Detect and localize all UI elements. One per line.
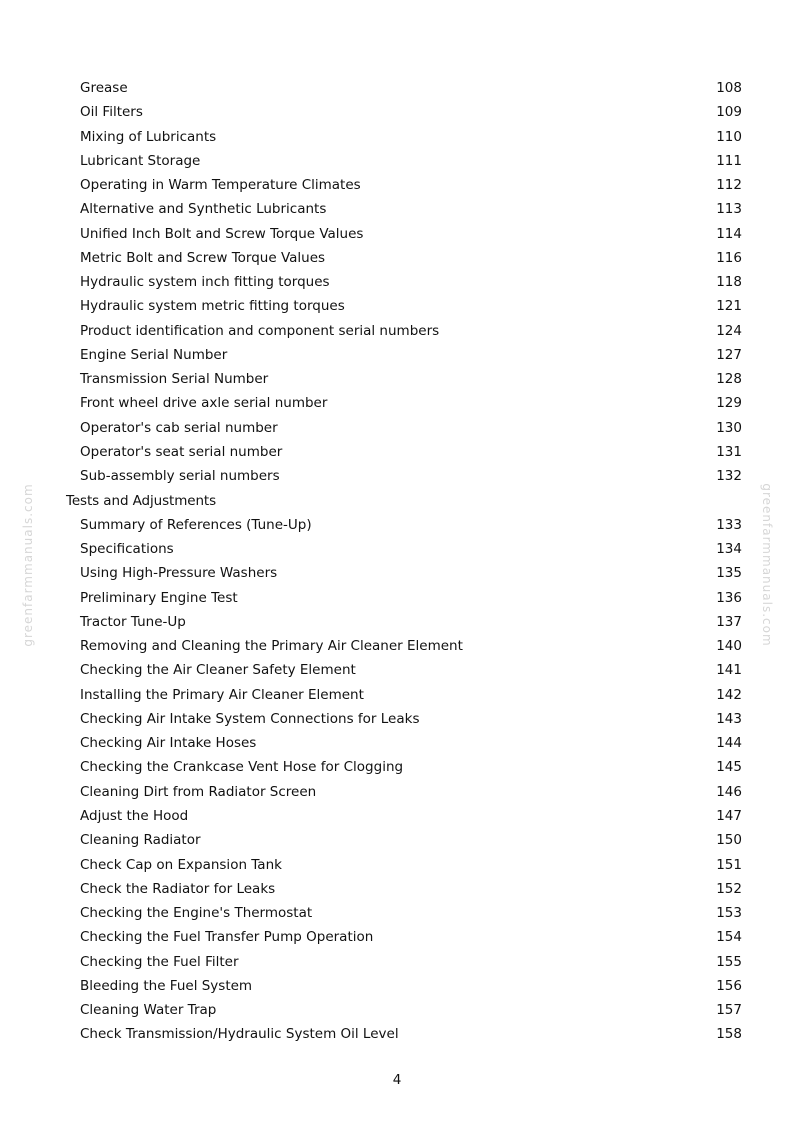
toc-entry-page-number: 143 <box>716 710 742 727</box>
toc-entry-title: Checking the Air Cleaner Safety Element <box>80 662 356 679</box>
toc-entry-page-number: 134 <box>716 541 742 558</box>
toc-entry[interactable] <box>0 464 794 488</box>
toc-entry-title: Check the Radiator for Leaks <box>80 880 276 897</box>
toc-entry[interactable] <box>0 804 794 828</box>
toc-entry-title: Checking the Fuel Transfer Pump Operation <box>80 929 374 946</box>
toc-entry[interactable] <box>0 561 794 585</box>
toc-entry-page-number: 142 <box>716 686 742 703</box>
toc-entry-page-number: 156 <box>716 977 742 994</box>
page-number: 4 <box>392 1072 402 1088</box>
toc-entry-page-number: 154 <box>716 929 742 946</box>
toc-entry-title: Operator's seat serial number <box>80 443 283 460</box>
toc-entry-title: Checking Air Intake System Connections for Leaks <box>80 710 420 727</box>
toc-entry[interactable] <box>0 707 794 731</box>
toc-entry-page-number: 152 <box>716 880 742 897</box>
toc-entry-page-number: 130 <box>716 419 742 436</box>
toc-entry-title: Cleaning Water Trap <box>80 1002 217 1019</box>
toc-entry-page-number: 112 <box>716 177 742 194</box>
toc-entry[interactable] <box>0 149 794 173</box>
toc-entry-page-number: 137 <box>716 613 742 630</box>
toc-entry-page-number: 116 <box>716 249 742 266</box>
toc-entry[interactable] <box>0 950 794 974</box>
toc-entry-page-number: 155 <box>716 953 742 970</box>
toc-entry[interactable] <box>0 246 794 270</box>
toc-entry-title: Checking the Fuel Filter <box>80 953 239 970</box>
toc-entry-page-number: 131 <box>716 443 742 460</box>
toc-entry-title: Grease <box>80 80 128 96</box>
toc-entry-title: Oil Filters <box>80 104 143 121</box>
toc-entry-page-number: 121 <box>716 298 742 315</box>
toc-entry-page-number: 108 <box>716 80 742 96</box>
toc-entry-page-number: 141 <box>716 662 742 679</box>
toc-entry[interactable] <box>0 343 794 367</box>
toc-entry-title: Checking Air Intake Hoses <box>80 735 257 752</box>
toc-entry-title: Tractor Tune-Up <box>80 613 186 630</box>
toc-entry-title: Operating in Warm Temperature Climates <box>80 177 361 194</box>
toc-entry-title: Preliminary Engine Test <box>80 589 238 606</box>
toc-entry[interactable] <box>0 222 794 246</box>
toc-entry-title: Unified Inch Bolt and Screw Torque Values <box>80 225 364 242</box>
toc-entry[interactable] <box>0 125 794 149</box>
toc-entry-title: Operator's cab serial number <box>80 419 278 436</box>
toc-entry[interactable] <box>0 780 794 804</box>
toc-entry-title: Mixing of Lubricants <box>80 128 217 145</box>
toc-entry-title: Tests and Adjustments <box>66 492 217 509</box>
toc-entry-title: Product identification and component serial numbers <box>80 322 440 339</box>
toc-entry-title: Metric Bolt and Screw Torque Values <box>80 249 326 266</box>
toc-entry-title: Removing and Cleaning the Primary Air Cleaner Element <box>80 638 463 655</box>
toc-entry[interactable] <box>0 416 794 440</box>
toc-entry-page-number: 113 <box>716 201 742 218</box>
watermark-left: greenfarmmanuals.com <box>21 483 35 647</box>
toc-entry-page-number: 158 <box>716 1026 742 1043</box>
toc-entry[interactable] <box>0 1022 794 1046</box>
toc-entry-page-number: 118 <box>716 274 742 291</box>
toc-entry-title: Bleeding the Fuel System <box>80 977 253 994</box>
toc-entry-page-number: 110 <box>716 128 742 145</box>
toc-entry[interactable] <box>0 683 794 707</box>
toc-entry-page-number: 129 <box>716 395 742 412</box>
toc-entry-page-number: 133 <box>716 516 742 533</box>
toc-entry[interactable] <box>0 658 794 682</box>
toc-entry-title: Lubricant Storage <box>80 152 201 169</box>
toc-entry[interactable] <box>0 513 794 537</box>
toc-entry-page-number: 140 <box>716 638 742 655</box>
toc-entry[interactable] <box>0 537 794 561</box>
toc-entry[interactable] <box>0 100 794 124</box>
toc-entry-title: Sub-assembly serial numbers <box>80 468 280 485</box>
toc-entry[interactable] <box>0 173 794 197</box>
toc-entry-title: Using High-Pressure Washers <box>80 565 278 582</box>
toc-entry[interactable] <box>0 76 794 100</box>
toc-entry-page-number: 151 <box>716 856 742 873</box>
toc-entry-page-number: 128 <box>716 371 742 388</box>
toc-entry[interactable] <box>0 391 794 415</box>
toc-entry-page-number: 153 <box>716 905 742 922</box>
toc-entry-title: Specifications <box>80 541 174 558</box>
toc-entry-page-number: 157 <box>716 1002 742 1019</box>
toc-entry[interactable] <box>0 634 794 658</box>
toc-entry[interactable] <box>0 853 794 877</box>
toc-entry[interactable] <box>0 610 794 634</box>
toc-entry-page-number: 146 <box>716 783 742 800</box>
toc-entry-page-number: 136 <box>716 589 742 606</box>
toc-entry[interactable] <box>0 925 794 949</box>
toc-entry[interactable] <box>0 586 794 610</box>
toc-entry-title: Adjust the Hood <box>80 807 189 824</box>
toc-entry-title: Summary of References (Tune-Up) <box>80 516 312 533</box>
toc-entry-title: Hydraulic system inch fitting torques <box>80 274 330 291</box>
toc-entry-title: Front wheel drive axle serial number <box>80 395 328 412</box>
toc-entry[interactable] <box>0 755 794 779</box>
toc-entry[interactable] <box>0 998 794 1022</box>
toc-entry[interactable] <box>0 319 794 343</box>
toc-entry[interactable] <box>0 731 794 755</box>
toc-entry-page-number: 145 <box>716 759 742 776</box>
toc-entry-page-number: 114 <box>716 225 742 242</box>
toc-entry[interactable] <box>0 270 794 294</box>
toc-entry[interactable] <box>0 901 794 925</box>
toc-entry-title: Check Transmission/Hydraulic System Oil Level <box>80 1026 399 1043</box>
toc-entry-title: Checking the Crankcase Vent Hose for Clogging <box>80 759 404 776</box>
toc-entry-page-number: 135 <box>716 565 742 582</box>
toc-entry-title: Checking the Engine's Thermostat <box>80 905 313 922</box>
toc-entry[interactable] <box>0 828 794 852</box>
toc-entry-title: Check Cap on Expansion Tank <box>80 856 282 873</box>
toc-entry-page-number: 144 <box>716 735 742 752</box>
toc-entry-page-number: 127 <box>716 346 742 363</box>
toc-entry-title: Engine Serial Number <box>80 346 228 363</box>
toc-entry-page-number: 109 <box>716 104 742 121</box>
toc-entry[interactable] <box>0 877 794 901</box>
toc-entry[interactable] <box>0 974 794 998</box>
toc-entry-page-number: 147 <box>716 807 742 824</box>
toc-entry-page-number: 132 <box>716 468 742 485</box>
toc-entry-title: Transmission Serial Number <box>80 371 269 388</box>
watermark-right: greenfarmmanuals.com <box>760 483 774 647</box>
toc-entry[interactable] <box>0 197 794 221</box>
toc-entry-page-number: 111 <box>716 152 742 169</box>
toc-entry[interactable] <box>0 367 794 391</box>
toc-entry-title: Hydraulic system metric fitting torques <box>80 298 345 315</box>
toc-entry[interactable] <box>0 440 794 464</box>
table-of-contents <box>0 76 794 1047</box>
toc-entry-title: Alternative and Synthetic Lubricants <box>80 201 327 218</box>
toc-entry-page-number: 124 <box>716 322 742 339</box>
toc-entry[interactable] <box>0 294 794 318</box>
toc-entry-page-number: 150 <box>716 832 742 849</box>
toc-section-heading[interactable] <box>0 489 794 513</box>
toc-entry-title: Installing the Primary Air Cleaner Element <box>80 686 364 703</box>
toc-entry-title: Cleaning Radiator <box>80 832 201 849</box>
toc-entry-title: Cleaning Dirt from Radiator Screen <box>80 783 317 800</box>
